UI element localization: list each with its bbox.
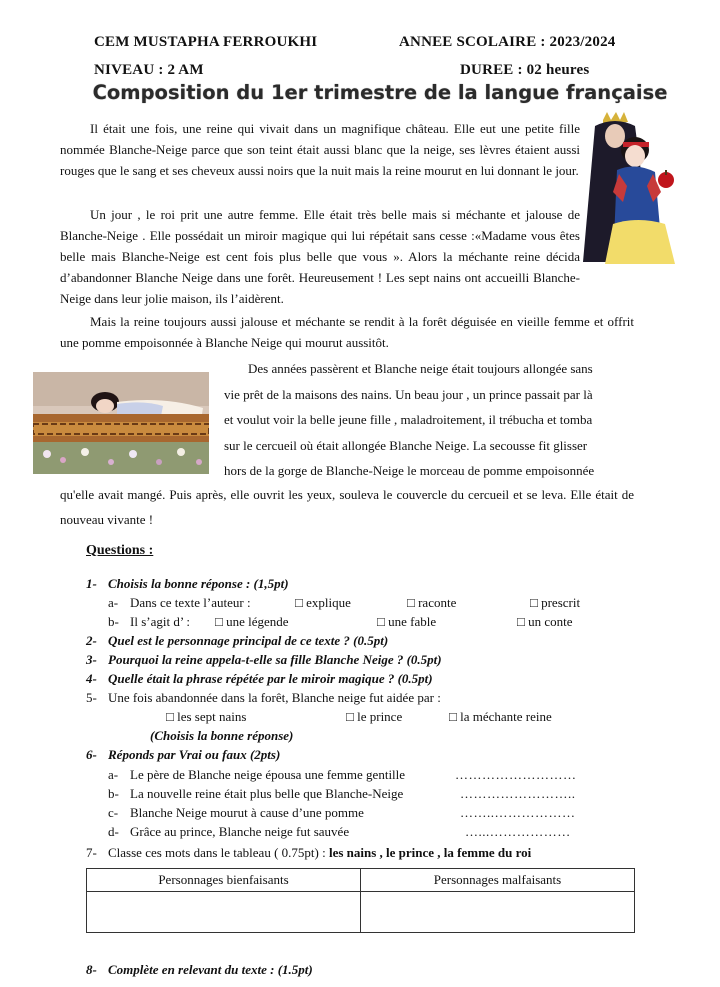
table-answer-row [87,892,635,933]
col-malfaisants-header: Personnages malfaisants [361,869,635,892]
q6b-text: La nouvelle reine était plus belle que Blanche-Neige [130,786,404,801]
paragraph-3-text: Mais la reine toujours aussi jalouse et méchante se rendit à la forêt déguisée en vieille femme et offrit une pomme empoisonnée à Blanche Neige qui mourut aussitôt. [60,314,634,350]
q1b-letter: b- [108,614,119,629]
q1a-letter: a- [108,595,119,610]
q5-option-1[interactable]: □ les sept nains [166,709,247,724]
q6c-letter: c- [108,805,119,820]
q1a-stem [108,593,251,612]
q6a-letter: a- [108,767,119,782]
table-header-row [87,869,635,892]
p4-line-3: et voulut voir la belle jeune fille , maladroitement, il trébucha et tomba [224,412,593,427]
q6d-answer-blank[interactable]: …...……………… [465,824,571,839]
q6-number: 6- [86,747,97,762]
question-2 [86,631,388,650]
question-3 [86,650,442,669]
story-paragraph-3 [60,311,634,353]
q6-text: Réponds par Vrai ou faux (2pts) [108,747,281,762]
q1a-option-3[interactable]: □ prescrit [530,595,581,610]
questions-heading: Questions : [86,543,154,558]
q8-text: Complète en relevant du texte : (1.5pt) [108,962,313,977]
paragraph-2-text: Un jour , le roi prit une autre femme. Elle était très belle mais si méchante et jalouse de Blanche-Neige . Elle possédait un miroir magique qui lui répétait sans cesse :«Madame vous êtes belle mais Blanche-Neige est cent fois plus belle que vous ». Alors la méchante reine décida d’abandonner Blanche Neige dans une forêt. Heureusement ! Les sept nains ont accueilli Blanche-Neige dans leur jolie maison, ils l’aidèrent. [60,207,580,306]
q3-text: Pourquoi la reine appela-t-elle sa fille Blanche Neige ? (0.5pt) [108,652,442,667]
coffin-svg [33,372,209,474]
story-paragraph-4-end [60,482,634,532]
p4-line-4: sur le cercueil où était allongée Blanche Neige. La secousse fit glisser [224,437,588,453]
q6d-text: Grâce au prince, Blanche neige fut sauvée [130,824,350,839]
q1b-option-2[interactable]: □ une fable [377,614,437,629]
q5-option-3[interactable]: □ la méchante reine [449,709,552,724]
question-6 [86,745,280,764]
illustration-svg [583,112,675,264]
q5-option-2[interactable]: □ le prince [346,709,403,724]
q6-item-b [108,784,403,803]
col-bienfaisants-header: Personnages bienfaisants [87,869,361,892]
question-8 [86,960,313,979]
q6-item-d [108,822,349,841]
malfaisants-answer-cell[interactable] [361,892,635,933]
duration: DUREE : 02 heures [460,62,590,78]
p4-line-1: Des années passèrent et Blanche neige était toujours allongée sans [248,361,593,376]
question-4 [86,669,433,688]
snow-white-queen-illustration [583,112,675,264]
q7-words: les nains , le prince , la femme du roi [328,845,532,860]
q6c-text: Blanche Neige mourut à cause d’une pomme [130,805,364,820]
story-paragraph-1 [60,118,580,181]
q2-number: 2- [86,633,97,648]
q1a-option-1[interactable]: □ explique [295,595,351,610]
level: NIVEAU : 2 AM [94,62,204,78]
bienfaisants-answer-cell[interactable] [87,892,361,933]
p4-line-5: hors de la gorge de Blanche-Neige le morceau de pomme empoisonnée [224,463,595,478]
q7-text: Classe ces mots dans le tableau ( 0.75pt) : [108,845,326,860]
q3-number: 3- [86,652,97,667]
q5-text: Une fois abandonnée dans la forêt, Blanche neige fut aidée par : [108,690,441,705]
q1b-option-3[interactable]: □ un conte [517,614,573,629]
q5-hint: (Choisis la bonne réponse) [150,728,294,743]
q6d-letter: d- [108,824,119,839]
p4-line-2: vie prêt de la maisons des nains. Un beau jour , un prince passait par là [224,386,593,402]
question-5 [86,688,441,707]
page-title: Composition du 1er trimestre de la langue française [92,81,668,104]
school-year: ANNEE SCOLAIRE : 2023/2024 [399,34,616,50]
q1-text: Choisis la bonne réponse : (1,5pt) [108,576,289,591]
q6-item-a [108,765,405,784]
q2-text: Quel est le personnage principal de ce texte ? (0.5pt) [108,633,389,648]
q6a-text: Le père de Blanche neige épousa une femme gentille [130,767,406,782]
q4-number: 4- [86,671,97,686]
q6a-answer-blank[interactable]: ……………………… [455,767,577,782]
question-1 [86,574,289,593]
story-paragraph-2 [60,204,580,309]
q1a-option-2[interactable]: □ raconte [407,595,457,610]
q8-number: 8- [86,962,97,977]
paragraph-1-text: Il était une fois, une reine qui vivait dans un magnifique château. Elle eut une petite fille nommée Blanche-Neige parce que son teint était aussi blanc que la neige, ses lèvres étaient aussi rouges que le sang et ses cheveux aussi noirs que la nuit mais la reine mourut en lui donnant le jour. [60,121,580,178]
paragraph-4-end-text: qu'elle avait mangé. Puis après, elle ouvrit les yeux, souleva le couvercle du cercueil et se leva. Elle était de nouveau vivante ! [60,487,634,527]
coffin-illustration [33,372,209,474]
school-name: CEM MUSTAPHA FERROUKHI [94,34,318,50]
question-7 [86,843,531,862]
q1b-text: Il s’agit d’ : [130,614,191,629]
classification-table [86,868,635,933]
q6-item-c [108,803,364,822]
q1b-option-1[interactable]: □ une légende [215,614,289,629]
q6b-letter: b- [108,786,119,801]
q1a-text: Dans ce texte l’auteur : [130,595,251,610]
q4-text: Quelle était la phrase répétée par le miroir magique ? (0.5pt) [108,671,433,686]
q7-number: 7- [86,845,97,860]
story-paragraph-4 [224,356,634,484]
q6c-answer-blank[interactable]: ……..……………… [460,805,576,820]
q1b-stem [108,612,190,631]
q1-number: 1- [86,576,97,591]
q5-number: 5- [86,690,97,705]
q6b-answer-blank[interactable]: …………………….. [460,786,576,801]
